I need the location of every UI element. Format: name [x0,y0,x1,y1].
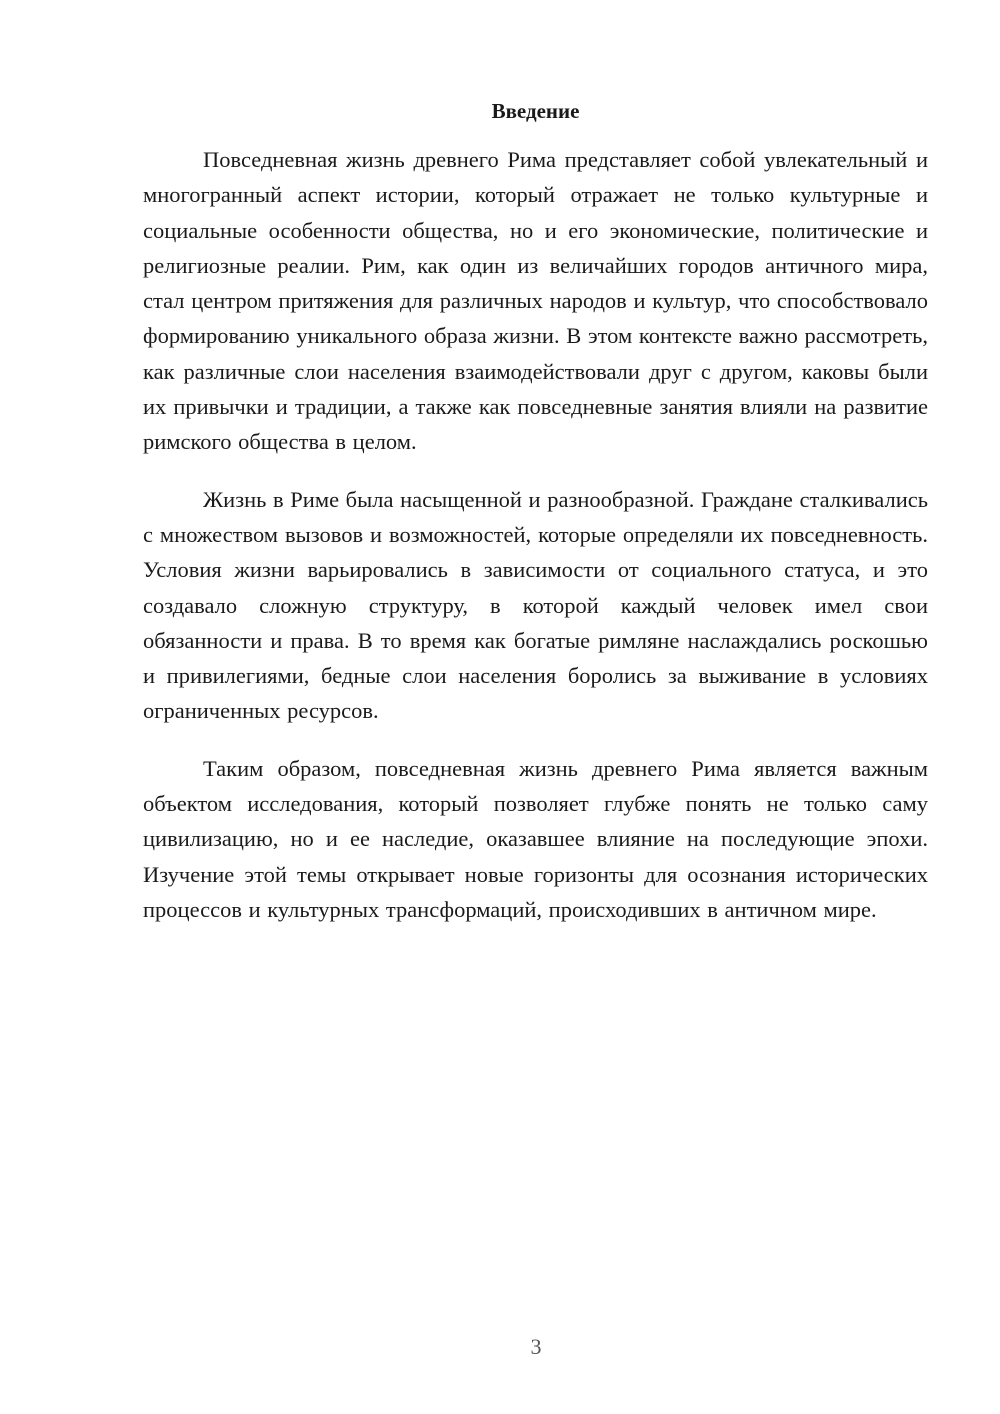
document-body [143,142,928,949]
paragraph-2: Жизнь в Риме была насыщенной и разнообразной. Граждане сталкивались с множеством вызовов и возможностей, которые определяли их повседневность. Условия жизни варьировались в зависимости от социального статуса, и это создавало сложную структуру, в которой каждый человек имел свои обязанности и права. В то время как богатые римляне наслаждались роскошью и привилегиями, бедные слои населения боролись за выживание в условиях ограниченных ресурсов. [143,486,928,724]
page-title: Введение [491,99,580,123]
paragraph-3: Таким образом, повседневная жизнь древнего Рима является важным объектом исследования, который позволяет глубже понять не только саму цивилизацию, но и ее наследие, оказавшее влияние на последующие эпохи. Изучение этой темы открывает новые горизонты для осознания исторических процессов и культурных трансформаций, происходивших в античном мире. [143,755,928,922]
paragraph-1: Повседневная жизнь древнего Рима представляет собой увлекательный и многогранный аспект истории, который отражает не только культурные и социальные особенности общества, но и его экономические, политические и религиозные реалии. Рим, как один из величайших городов античного мира, стал центром притяжения для различных народов и культур, что способствовало формированию уникального образа жизни. В этом контексте важно рассмотреть, как различные слои населения взаимодействовали друг с другом, каковы были их привычки и традиции, а также как повседневные занятия влияли на развитие римского общества в целом. [143,147,928,455]
page-number: 3 [530,1334,542,1359]
